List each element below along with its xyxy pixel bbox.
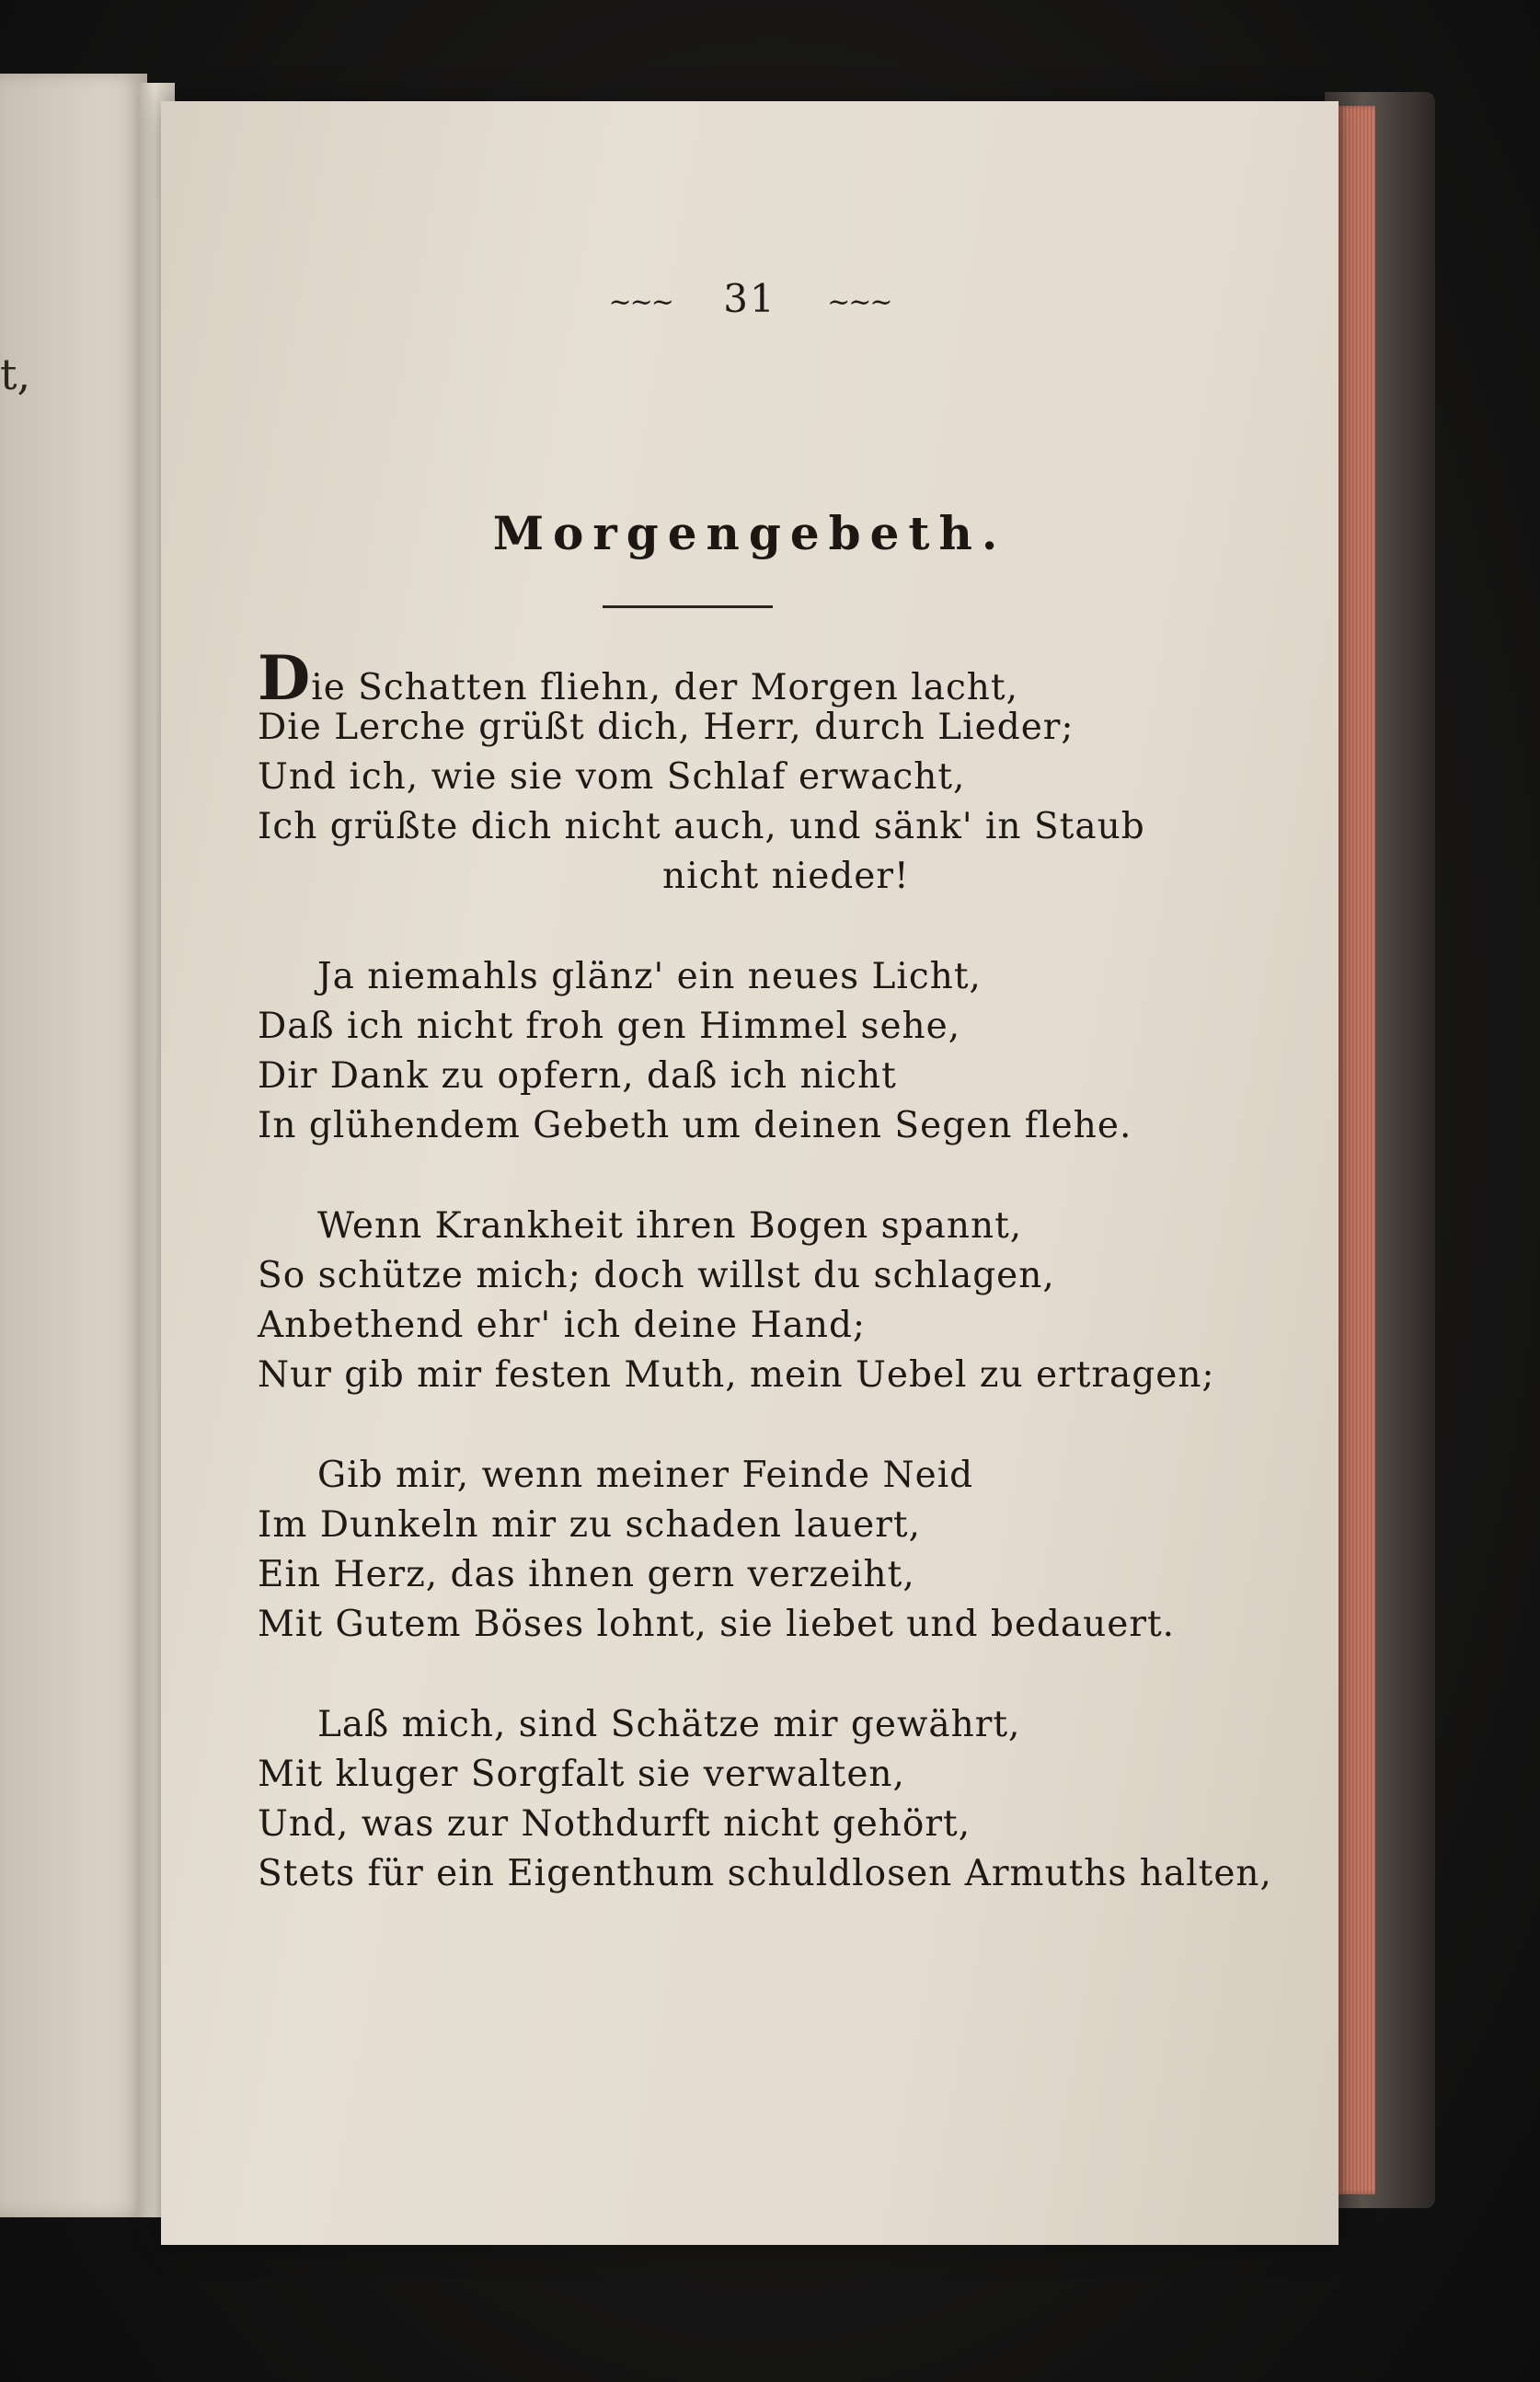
poem-line: Wenn Krankheit ihren Bogen spannt, <box>317 1205 1023 1247</box>
ornament-left: ~~~ <box>608 285 672 318</box>
poem-line: Und, was zur Nothdurft nicht gehört, <box>258 1803 971 1845</box>
stanza <box>258 952 1306 1151</box>
poem-line: Dir Dank zu opfern, daß ich nicht <box>258 1055 897 1097</box>
stanza <box>258 1451 1306 1650</box>
page-edges <box>1339 106 1375 2194</box>
poem-line: Ein Herz, das ihnen gern verzeiht, <box>258 1554 915 1595</box>
poem-line: Mit Gutem Böses lohnt, sie liebet und bedauert. <box>258 1604 1176 1645</box>
poem-line: Ich grüßte dich nicht auch, und sänk' in Staub <box>258 806 1145 847</box>
facing-page-edge-text: t, <box>0 350 31 399</box>
poem-line: In glühendem Gebeth um deinen Segen flehe. <box>258 1105 1132 1146</box>
ornament-right: ~~~ <box>827 285 891 318</box>
running-head <box>161 276 1339 321</box>
poem-line: Und ich, wie sie vom Schlaf erwacht, <box>258 756 966 798</box>
page-number: 31 <box>723 276 776 321</box>
poem-line: Stets für ein Eigenthum schuldlosen Armuths halten, <box>258 1853 1272 1894</box>
poem-line: Laß mich, sind Schätze mir gewährt, <box>317 1704 1021 1745</box>
poem-line-text: ie Schatten fliehn, der Morgen lacht, <box>311 667 1018 708</box>
drop-cap: D <box>258 642 312 714</box>
stanza <box>258 1700 1306 1899</box>
poem-line: Mit kluger Sorgfalt sie verwalten, <box>258 1754 905 1795</box>
poem-line: Gib mir, wenn meiner Feinde Neid <box>317 1455 974 1496</box>
poem-line: Anbethend ehr' ich deine Hand; <box>258 1305 867 1346</box>
title-rule <box>603 605 773 608</box>
stanza <box>258 1202 1306 1400</box>
poem-line: Nur gib mir festen Muth, mein Uebel zu ertragen; <box>258 1354 1215 1396</box>
poem-line <box>258 642 1306 714</box>
poem-line: Im Dunkeln mir zu schaden lauert, <box>258 1504 921 1546</box>
book-page <box>161 101 1339 2245</box>
poem-title: Morgengebeth. <box>492 506 1007 560</box>
facing-page <box>0 74 147 2217</box>
poem-line: Daß ich nicht froh gen Himmel sehe, <box>258 1006 961 1047</box>
poem-line: nicht nieder! <box>662 856 910 897</box>
stanza <box>258 642 1306 902</box>
poem-body <box>258 642 1306 1950</box>
poem-line: So schütze mich; doch willst du schlagen, <box>258 1255 1055 1296</box>
poem-line: Die Lerche grüßt dich, Herr, durch Lieder; <box>258 707 1075 748</box>
poem-line: Ja niemahls glänz' ein neues Licht, <box>317 956 982 997</box>
